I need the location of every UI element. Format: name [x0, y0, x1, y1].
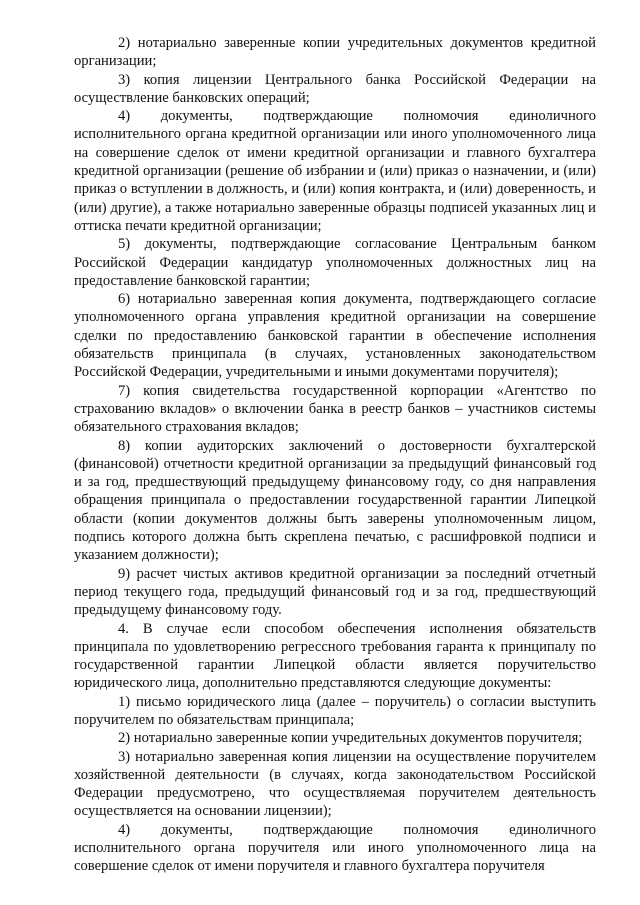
paragraph-item-7: 7) копия свидетельства государственной корпорации «Агентство по страхованию вкладов» о включении банка в реестр банков – участников системы обязательного страхования вкладов;	[74, 382, 596, 436]
paragraph-item-5: 5) документы, подтверждающие согласование Центральным банком Российской Федерации кандидатур уполномоченных должностных лиц на предоставление банковской гарантии;	[74, 236, 596, 289]
paragraph-item-6: 6) нотариально заверенная копия документа, подтверждающего согласие уполномоченного органа управления кредитной организации на совершение сделки по предоставлению банковской гарантии в обеспечение исполнения обязательств принципала (в случаях, установленных законодательством Российской Федерации, учредительными и иными документами поручителя);	[74, 291, 596, 381]
guarantor-item-3: 3) нотариально заверенная копия лицензии на осуществление поручителем хозяйственной деятельности (в случаях, когда законодательством Российской Федерации предусмотрено, что осуществляемая поручителем деятельность осуществляется на основании лицензии);	[74, 748, 596, 820]
paragraph-item-8: 8) копии аудиторских заключений о достоверности бухгалтерской (финансовой) отчетности кредитной организации за предыдущий финансовый год и за год, предшествующий предыдущему финансовому году, со дня направления обращения принципала о предоставлении государственной гарантии Липецкой области (копии документов должны быть заверены уполномоченным лицом, подпись которого должна быть скреплена печатью, с расшифровкой подписи и указанием должности);	[74, 437, 596, 564]
section-4-intro: 4. В случае если способом обеспечения исполнения обязательств принципала по удовлетворению регрессного требования гаранта к принципалу по государственной гарантии Липецкой области является поручительство юридического лица, дополнительно представляются следующие документы:	[74, 620, 596, 692]
guarantor-item-4: 4) документы, подтверждающие полномочия единоличного исполнительного органа поручителя или иного уполномоченного лица на совершение сделок от имени поручителя и главного бухгалтера поручителя	[74, 821, 596, 875]
guarantor-item-1: 1) письмо юридического лица (далее – поручитель) о согласии выступить поручителем по обязательствам принципала;	[74, 693, 596, 728]
paragraph-item-3: 3) копия лицензии Центрального банка Российской Федерации на осуществление банковских операций;	[74, 71, 596, 106]
document-page	[74, 34, 596, 876]
paragraph-item-9: 9) расчет чистых активов кредитной организации за последний отчетный период текущего года, предыдущий финансовый год и за год, предшествующий предыдущему финансовому году.	[74, 565, 596, 619]
guarantor-item-2: 2) нотариально заверенные копии учредительных документов поручителя;	[118, 730, 583, 747]
paragraph-item-4: 4) документы, подтверждающие полномочия единоличного исполнительного органа кредитной организации или иного уполномоченного лица на совершение сделок от имени кредитной организации и главного бухгалтера кредитной организации (решение об избрании и (или) приказ о назначении, и (или) приказ о вступлении в должность, и (или) копия контракта, и (или) доверенность, и (или) другие), а также нотариально заверенные образцы подписей указанных лиц и оттиска печати кредитной организации;	[74, 108, 596, 234]
paragraph-item-2: 2) нотариально заверенные копии учредительных документов кредитной организации;	[74, 35, 596, 70]
